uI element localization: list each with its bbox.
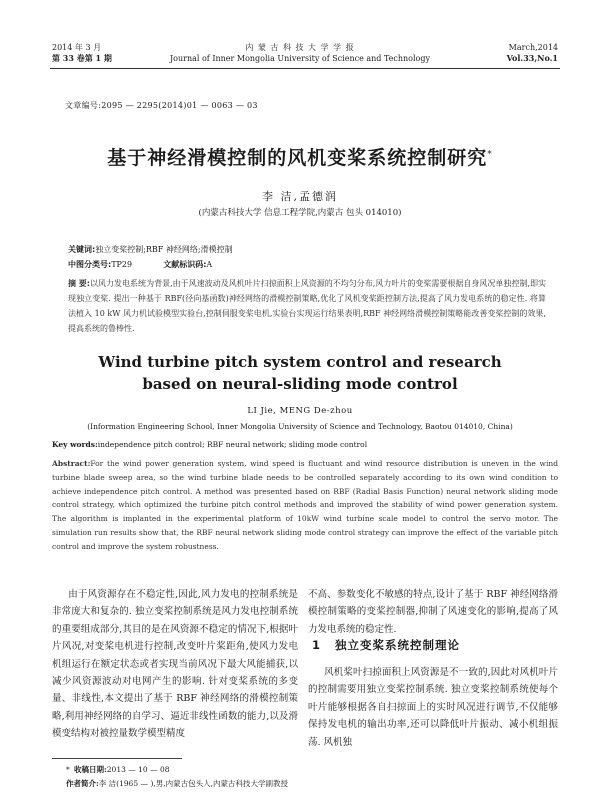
abstract-cn <box>68 276 546 336</box>
footnote-rule <box>52 758 182 759</box>
affiliation-cn: (内蒙古科技大学 信息工程学院,内蒙古 包头 014010) <box>198 208 402 218</box>
keywords-cn-label: 关键词: <box>68 245 96 254</box>
clc-label: 中图分类号: <box>68 260 112 269</box>
keywords-cn-text: 独立变桨控制;RBF 神经网络;滑模控制 <box>95 245 233 254</box>
footnote-received: * 收稿日期:2013 — 10 — 08 <box>66 765 170 774</box>
body-right-top: 不高、参数变化不敏感的特点,设计了基于 RBF 神经网络滑模控制策略的变桨控制器,抑制了风速变化的影响,提高了风力发电系统的稳定性. <box>308 589 558 635</box>
keywords-en-label: Key words: <box>52 440 98 449</box>
footnote-author <box>66 778 288 790</box>
title-en-line2: based on neural-sliding mode control <box>142 375 458 393</box>
abstract-en <box>52 457 558 554</box>
header-volume-en: Vol.33,No.1 <box>506 53 558 63</box>
keywords-cn <box>68 243 233 256</box>
title-cn <box>40 143 560 170</box>
title-en <box>60 351 540 395</box>
header-volume-cn: 第 33 卷第 1 期 <box>52 53 112 63</box>
doc-code-label: 文献标识码: <box>163 260 207 269</box>
header-center <box>150 42 450 64</box>
body-left-text: 由于风资源存在不稳定性,因此,风力发电的控制系统是非常庞大和复杂的. 独立变桨控制系统是风力发电控制系统的重要组成部分,其目的是在风资源不稳定的情况下,根据叶片风况,对变桨电机进行控制,改变叶片桨距角,使风力发电机组运行在额定状态或者实现当前风况下最大风能捕获,以减少风资源波动对电网产生的影响. 针对变桨系统的多变量、非线性,本文提出了基于 RBF 神经网络的滑模控制策略,利用神经网络的自学习、逼近非线性函数的能力,以及滑模变结构对被控量数学模型精度 <box>52 589 298 740</box>
header-date-en: March,2014 <box>508 43 558 52</box>
header-right <box>507 42 558 64</box>
section-1-number: 1 <box>312 638 322 652</box>
header-journal-cn: 内 蒙 古 科 技 大 学 学 报 <box>245 43 355 52</box>
authors-en: LI Jie, MENG De-zhou <box>247 406 353 416</box>
header-rule <box>50 68 560 69</box>
keywords-en <box>52 440 552 449</box>
body-left-column <box>52 586 298 743</box>
header-journal-en: Journal of Inner Mongolia University of Science and Technology <box>169 54 431 63</box>
header-left <box>52 42 112 64</box>
received-label: 收稿日期: <box>74 765 107 774</box>
affiliation-en: (Information Engineering School, Inner Mongolia University of Science and Technology, Baotou 014010, China) <box>87 422 513 431</box>
body-right-bottom-text: 风机桨叶扫掠面积上风资源是不一致的,因此对风机叶片的控制需要用独立变桨控制系统. 独立变桨控制系统使每个叶片能够根据各自扫掠面上的实时风况进行调节,不仅能够保持发电机的输出功率,还可以降低叶片振动、减小机组振荡. 风机独 <box>308 667 558 748</box>
abstract-en-text: For the wind power generation system, wind speed is fluctuant and wind resource distribution is uneven in the wind turbine blade sweep area, so the wind turbine blade needs to be controlled separately according to its own wind condition to achieve independence pitch control. A method was presented based on RBF (Radial Basis Function) neural network sliding mode control strategy, which optimized the turbine pitch control methods and improved the stability of wind power generation system. The algorithm is implanted in the experimental platform of 10kW wind turbine scale model to control the servo motor. The simulation run results show that, the RBF neural network sliding mode control strategy can improve the effect of the variable pitch control and improve the system robustness. <box>52 459 558 551</box>
title-en-line1: Wind turbine pitch system control and research <box>98 353 502 371</box>
body-right-bottom <box>308 664 558 751</box>
abstract-cn-text: 以风力发电系统为背景,由于风速波动及风机叶片扫掠面积上风资源的不均匀分布,风力叶片的变桨需要根据自身风况单独控制,即实现独立变桨. 提出一种基于 RBF(径向基函数)神经网络的滑模控制策略,优化了风机变桨距控制方法,提高了风力发电系统的稳定性. 将算法植入 10 kW 风力机试验模型实验台,控制伺服变桨电机,实验台实现运行结果表明,RBF 神经网络滑模控制策略能改善变桨控制的效果,提高系统的鲁棒性. <box>68 279 547 333</box>
title-cn-text: 基于神经滑模控制的风机变桨系统控制研究 <box>107 147 488 169</box>
authors-cn: 李 洁,孟德润 <box>262 190 338 203</box>
section-1-title: 独立变桨系统控制理论 <box>335 638 461 652</box>
clc-value: TP29 <box>111 260 133 269</box>
article-number: 文章编号:2095 — 2295(2014)01 — 0063 — 03 <box>65 101 258 110</box>
title-footnote-mark: * <box>487 149 493 160</box>
received-date: 2013 — 10 — 08 <box>106 765 170 774</box>
keywords-en-text: independence pitch control; RBF neural network; sliding mode control <box>97 440 368 449</box>
abstract-en-label: Abstract: <box>52 459 91 468</box>
header-date-cn: 2014 年 3 月 <box>52 43 102 52</box>
abstract-cn-label: 摘 要: <box>68 279 91 288</box>
section-1-heading <box>312 637 460 653</box>
classification <box>68 258 212 271</box>
author-bio: 李 洁(1965 — ),男,内蒙古包头人,内蒙古科技大学副教授 <box>98 779 289 788</box>
author-bio-label: 作者简介: <box>66 779 99 788</box>
doc-code-value: A <box>206 260 213 269</box>
